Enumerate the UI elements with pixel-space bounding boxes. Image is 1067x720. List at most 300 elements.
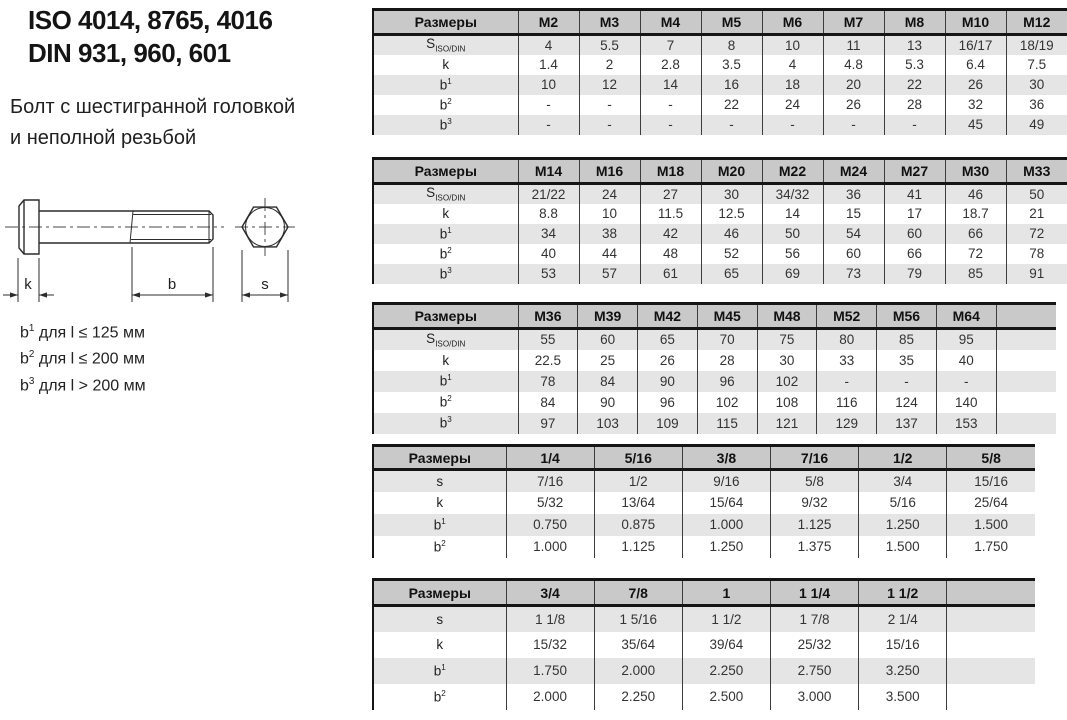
table-cell: 84: [578, 371, 638, 392]
table-cell: 33: [817, 350, 877, 371]
table-cell: 1.250: [682, 536, 770, 558]
table-cell: 48: [640, 244, 701, 264]
table-cell: [996, 329, 1056, 350]
header-row: [373, 580, 1035, 606]
table-cell: [996, 371, 1056, 392]
header-row: [373, 446, 1035, 470]
column-header: 3/8: [682, 446, 770, 470]
table-cell: 78: [1006, 244, 1067, 264]
row-label: k: [436, 637, 444, 652]
table-cell: 1.125: [594, 536, 682, 558]
table-cell: 15/16: [859, 632, 947, 658]
subtitle-line-2: и неполной резьбой: [10, 127, 197, 149]
table-cell: 11: [823, 35, 884, 55]
table-cell: 45: [945, 115, 1006, 135]
table-cell: [947, 684, 1035, 710]
table-row: [373, 413, 1056, 434]
column-header: M27: [884, 159, 945, 184]
table-cell: 15/32: [506, 632, 594, 658]
table-cell: [996, 350, 1056, 371]
table-cell: 60: [823, 244, 884, 264]
row-label: $b^2$: [439, 96, 452, 113]
thread-length-notes: [20, 318, 146, 397]
column-header: Размеры: [373, 580, 506, 606]
column-header: 3/4: [506, 580, 594, 606]
table-cell: 85: [877, 329, 937, 350]
column-header: Размеры: [373, 10, 518, 35]
table-cell: 8: [701, 35, 762, 55]
table-cell: 16: [701, 75, 762, 95]
table-cell: 27: [640, 184, 701, 204]
table-cell: 108: [757, 392, 817, 413]
column-header: M3: [579, 10, 640, 35]
column-header: M10: [945, 10, 1006, 35]
column-header: M30: [945, 159, 1006, 184]
column-header: M6: [762, 10, 823, 35]
table-cell: 34: [518, 224, 579, 244]
column-header: M45: [697, 304, 757, 329]
table-cell: 109: [638, 413, 698, 434]
column-header: M5: [701, 10, 762, 35]
dim-label-b: b: [167, 276, 177, 293]
row-label: $b^2$: [433, 538, 446, 555]
table-cell: 102: [697, 392, 757, 413]
row-label: $S_{ISO/DIN}$: [426, 36, 466, 55]
table-cell: 55: [518, 329, 578, 350]
table-cell: 13: [884, 35, 945, 55]
row-label: $b^3$: [439, 415, 452, 431]
table-row: [373, 95, 1067, 115]
table-cell: 9/32: [770, 492, 858, 514]
table-cell: 116: [817, 392, 877, 413]
table-cell: -: [823, 115, 884, 135]
header-row: [373, 159, 1067, 184]
table-cell: 1.375: [770, 536, 858, 558]
table-cell: 3.5: [701, 55, 762, 75]
column-header: Размеры: [373, 159, 518, 184]
row-label: $S_{ISO/DIN}$: [426, 330, 466, 349]
table-cell: 5.5: [579, 35, 640, 55]
column-header: M14: [518, 159, 579, 184]
table-cell: 18/19: [1006, 35, 1067, 55]
note-b2: $b^2$ для l ≤ 200 мм: [20, 349, 146, 368]
table-cell: 1 5/16: [594, 606, 682, 632]
table-cell: -: [884, 115, 945, 135]
table-cell: 84: [518, 392, 578, 413]
table-cell: 14: [640, 75, 701, 95]
column-header: M4: [640, 10, 701, 35]
table-cell: 2.000: [506, 684, 594, 710]
column-header: M52: [817, 304, 877, 329]
column-header: M12: [1006, 10, 1067, 35]
table-cell: [996, 392, 1056, 413]
table-cell: 2.750: [770, 658, 858, 684]
table-cell: 54: [823, 224, 884, 244]
table-row: [373, 658, 1035, 684]
table-cell: 1.500: [947, 514, 1035, 536]
table-cell: 28: [884, 95, 945, 115]
dimension-table: [372, 157, 1067, 284]
table-cell: 15/64: [682, 492, 770, 514]
table-cell: 79: [884, 264, 945, 284]
table-cell: 1.750: [947, 536, 1035, 558]
row-label: $b^3$: [439, 116, 452, 133]
dimension-table-metric-m2-m12: [372, 8, 1067, 135]
table-cell: 35: [877, 350, 937, 371]
table-cell: 10: [518, 75, 579, 95]
table-cell: 2.500: [682, 684, 770, 710]
dimension-table: [372, 578, 1035, 710]
table-cell: 2.250: [682, 658, 770, 684]
table-cell: 65: [638, 329, 698, 350]
column-header: M56: [877, 304, 937, 329]
table-cell: 60: [884, 224, 945, 244]
table-cell: -: [817, 371, 877, 392]
table-cell: 21: [1006, 204, 1067, 224]
table-cell: 16/17: [945, 35, 1006, 55]
row-label: k: [442, 206, 450, 221]
bolt-technical-drawing: [0, 190, 310, 312]
table-cell: 35/64: [594, 632, 682, 658]
table-cell: 2.250: [594, 684, 682, 710]
title-iso-line: ISO 4014, 8765, 4016: [28, 5, 273, 35]
table-cell: 2.000: [594, 658, 682, 684]
row-label: s: [436, 611, 444, 627]
table-cell: 1/2: [594, 470, 682, 492]
table-cell: 14: [762, 204, 823, 224]
row-label: k: [442, 352, 450, 368]
dimension-table: [372, 8, 1067, 135]
table-cell: [947, 658, 1035, 684]
row-label: k: [442, 57, 450, 72]
table-cell: 26: [823, 95, 884, 115]
table-cell: 30: [757, 350, 817, 371]
table-cell: 121: [757, 413, 817, 434]
dim-label-k: k: [24, 276, 32, 293]
table-cell: 129: [817, 413, 877, 434]
note-b3: $b^3$ для l > 200 мм: [20, 375, 146, 394]
table-cell: 5/32: [506, 492, 594, 514]
table-cell: 24: [579, 184, 640, 204]
table-cell: -: [877, 371, 937, 392]
table-cell: 18: [762, 75, 823, 95]
table-cell: 7/16: [506, 470, 594, 492]
table-cell: 44: [579, 244, 640, 264]
table-cell: 60: [578, 329, 638, 350]
table-cell: 21/22: [518, 184, 579, 204]
table-cell: 70: [697, 329, 757, 350]
table-cell: 41: [884, 184, 945, 204]
table-cell: 5/8: [770, 470, 858, 492]
table-cell: 1 7/8: [770, 606, 858, 632]
dimension-table-inch-large: [372, 578, 1035, 710]
table-cell: -: [762, 115, 823, 135]
table-cell: 17: [884, 204, 945, 224]
table-row: [373, 75, 1067, 95]
row-label: k: [436, 495, 444, 510]
table-cell: 15: [823, 204, 884, 224]
table-cell: 7: [640, 35, 701, 55]
table-cell: 3.250: [859, 658, 947, 684]
table-cell: 85: [945, 264, 1006, 284]
table-cell: 11.5: [640, 204, 701, 224]
table-row: [373, 184, 1067, 204]
dimension-table: [372, 302, 1056, 434]
table-cell: [947, 606, 1035, 632]
column-header: M48: [757, 304, 817, 329]
table-row: [373, 492, 1035, 514]
dimension-table-metric-m14-m33: [372, 157, 1067, 284]
table-row: [373, 470, 1035, 492]
table-cell: -: [640, 115, 701, 135]
table-row: [373, 204, 1067, 224]
table-cell: 0.875: [594, 514, 682, 536]
table-cell: [947, 632, 1035, 658]
row-label: $b^1$: [433, 516, 446, 533]
table-row: [373, 115, 1067, 135]
table-cell: 26: [945, 75, 1006, 95]
table-cell: -: [579, 95, 640, 115]
dimension-table: [372, 444, 1035, 558]
row-label: $b^2$: [433, 688, 446, 705]
table-cell: 137: [877, 413, 937, 434]
table-row: [373, 350, 1056, 371]
table-cell: 30: [701, 184, 762, 204]
table-cell: 90: [578, 392, 638, 413]
table-row: [373, 632, 1035, 658]
table-cell: 18.7: [945, 204, 1006, 224]
column-header: Размеры: [373, 304, 518, 329]
table-cell: 49: [1006, 115, 1067, 135]
table-cell: 24: [762, 95, 823, 115]
table-cell: -: [640, 95, 701, 115]
table-cell: 50: [762, 224, 823, 244]
table-cell: 20: [823, 75, 884, 95]
column-header: 1 1/2: [859, 580, 947, 606]
column-header: M39: [578, 304, 638, 329]
table-cell: 57: [579, 264, 640, 284]
column-header: M18: [640, 159, 701, 184]
table-cell: 26: [638, 350, 698, 371]
table-cell: 115: [697, 413, 757, 434]
table-cell: 103: [578, 413, 638, 434]
column-header: M42: [638, 304, 698, 329]
table-cell: 12.5: [701, 204, 762, 224]
subtitle-line-1: Болт с шестигранной головкой: [10, 96, 296, 118]
table-cell: 3.500: [859, 684, 947, 710]
row-label: $b^1$: [433, 662, 446, 679]
table-cell: 2: [579, 55, 640, 75]
table-cell: 96: [697, 371, 757, 392]
table-cell: 124: [877, 392, 937, 413]
table-row: [373, 392, 1056, 413]
table-row: [373, 371, 1056, 392]
table-cell: 140: [936, 392, 996, 413]
table-cell: 78: [518, 371, 578, 392]
table-cell: 66: [884, 244, 945, 264]
table-cell: 1.750: [506, 658, 594, 684]
table-cell: 28: [697, 350, 757, 371]
table-cell: 1.500: [859, 536, 947, 558]
table-row: [373, 224, 1067, 244]
table-cell: 36: [1006, 95, 1067, 115]
column-header: M16: [579, 159, 640, 184]
header-row: [373, 10, 1067, 35]
table-cell: 153: [936, 413, 996, 434]
title-din-line: DIN 931, 960, 601: [28, 38, 231, 68]
table-row: [373, 606, 1035, 632]
row-label: $b^1$: [439, 373, 452, 389]
table-cell: 2 1/4: [859, 606, 947, 632]
table-cell: 32: [945, 95, 1006, 115]
table-cell: 2.8: [640, 55, 701, 75]
table-cell: 4: [518, 35, 579, 55]
row-label: $b^3$: [439, 265, 452, 282]
table-cell: 1.000: [506, 536, 594, 558]
column-header: [996, 304, 1056, 329]
table-cell: 46: [945, 184, 1006, 204]
table-cell: 25/32: [770, 632, 858, 658]
column-header: M7: [823, 10, 884, 35]
table-cell: 40: [936, 350, 996, 371]
table-row: [373, 329, 1056, 350]
table-cell: 38: [579, 224, 640, 244]
table-cell: 53: [518, 264, 579, 284]
table-cell: -: [518, 95, 579, 115]
column-header: [947, 580, 1035, 606]
table-cell: 1.125: [770, 514, 858, 536]
column-header: Размеры: [373, 446, 506, 470]
page-title: [28, 4, 272, 70]
table-cell: 4: [762, 55, 823, 75]
row-label: $b^1$: [439, 76, 452, 93]
page-subtitle: [10, 92, 295, 154]
table-cell: 61: [640, 264, 701, 284]
table-cell: 75: [757, 329, 817, 350]
column-header: 1/2: [859, 446, 947, 470]
table-cell: -: [936, 371, 996, 392]
note-b1: $b^1$ для l ≤ 125 мм: [20, 323, 146, 342]
table-cell: [996, 413, 1056, 434]
table-cell: 1.000: [682, 514, 770, 536]
column-header: M2: [518, 10, 579, 35]
dimension-table-inch-small: [372, 444, 1035, 558]
table-row: [373, 244, 1067, 264]
column-header: 5/8: [947, 446, 1035, 470]
table-cell: 5.3: [884, 55, 945, 75]
column-header: M64: [936, 304, 996, 329]
table-cell: 97: [518, 413, 578, 434]
table-cell: 72: [1006, 224, 1067, 244]
table-cell: 15/16: [947, 470, 1035, 492]
table-cell: 1 1/2: [682, 606, 770, 632]
table-cell: 40: [518, 244, 579, 264]
table-row: [373, 514, 1035, 536]
table-cell: 34/32: [762, 184, 823, 204]
table-cell: 96: [638, 392, 698, 413]
table-cell: 12: [579, 75, 640, 95]
column-header: 1: [682, 580, 770, 606]
table-cell: 56: [762, 244, 823, 264]
column-header: M8: [884, 10, 945, 35]
table-row: [373, 35, 1067, 55]
table-cell: 22: [884, 75, 945, 95]
table-row: [373, 264, 1067, 284]
column-header: 1/4: [506, 446, 594, 470]
table-row: [373, 684, 1035, 710]
table-cell: 7.5: [1006, 55, 1067, 75]
table-cell: 69: [762, 264, 823, 284]
table-cell: 50: [1006, 184, 1067, 204]
table-cell: 22: [701, 95, 762, 115]
dimension-s: [242, 250, 288, 302]
table-cell: 30: [1006, 75, 1067, 95]
column-header: M36: [518, 304, 578, 329]
column-header: M33: [1006, 159, 1067, 184]
table-cell: 42: [640, 224, 701, 244]
table-cell: 90: [638, 371, 698, 392]
table-cell: 102: [757, 371, 817, 392]
table-row: [373, 536, 1035, 558]
table-cell: 25/64: [947, 492, 1035, 514]
dimension-table-metric-m36-m64: [372, 302, 1056, 434]
column-header: 7/16: [770, 446, 858, 470]
row-label: $S_{ISO/DIN}$: [426, 185, 466, 204]
table-cell: 3/4: [859, 470, 947, 492]
table-cell: 1.4: [518, 55, 579, 75]
table-cell: 65: [701, 264, 762, 284]
table-row: [373, 55, 1067, 75]
row-label: $b^2$: [439, 394, 452, 410]
table-cell: 10: [579, 204, 640, 224]
row-label: s: [436, 473, 444, 489]
dimension-k: [3, 258, 54, 302]
table-cell: 66: [945, 224, 1006, 244]
table-cell: 8.8: [518, 204, 579, 224]
table-cell: -: [518, 115, 579, 135]
table-cell: 52: [701, 244, 762, 264]
center-lines: [5, 198, 295, 256]
table-cell: 25: [578, 350, 638, 371]
table-cell: 73: [823, 264, 884, 284]
table-cell: 4.8: [823, 55, 884, 75]
column-header: 1 1/4: [770, 580, 858, 606]
dimension-b: [132, 247, 213, 302]
column-header: M22: [762, 159, 823, 184]
table-cell: 9/16: [682, 470, 770, 492]
table-cell: -: [579, 115, 640, 135]
column-header: 7/8: [594, 580, 682, 606]
table-cell: 0.750: [506, 514, 594, 536]
table-cell: 1.250: [859, 514, 947, 536]
table-cell: 3.000: [770, 684, 858, 710]
table-cell: 1 1/8: [506, 606, 594, 632]
column-header: M20: [701, 159, 762, 184]
table-cell: 95: [936, 329, 996, 350]
row-label: $b^2$: [439, 245, 452, 262]
column-header: 5/16: [594, 446, 682, 470]
table-cell: 36: [823, 184, 884, 204]
table-cell: -: [701, 115, 762, 135]
header-row: [373, 304, 1056, 329]
table-cell: 22.5: [518, 350, 578, 371]
table-cell: 80: [817, 329, 877, 350]
table-cell: 13/64: [594, 492, 682, 514]
dim-label-s: s: [261, 276, 269, 293]
table-cell: 10: [762, 35, 823, 55]
table-cell: 72: [945, 244, 1006, 264]
row-label: $b^1$: [439, 225, 452, 242]
